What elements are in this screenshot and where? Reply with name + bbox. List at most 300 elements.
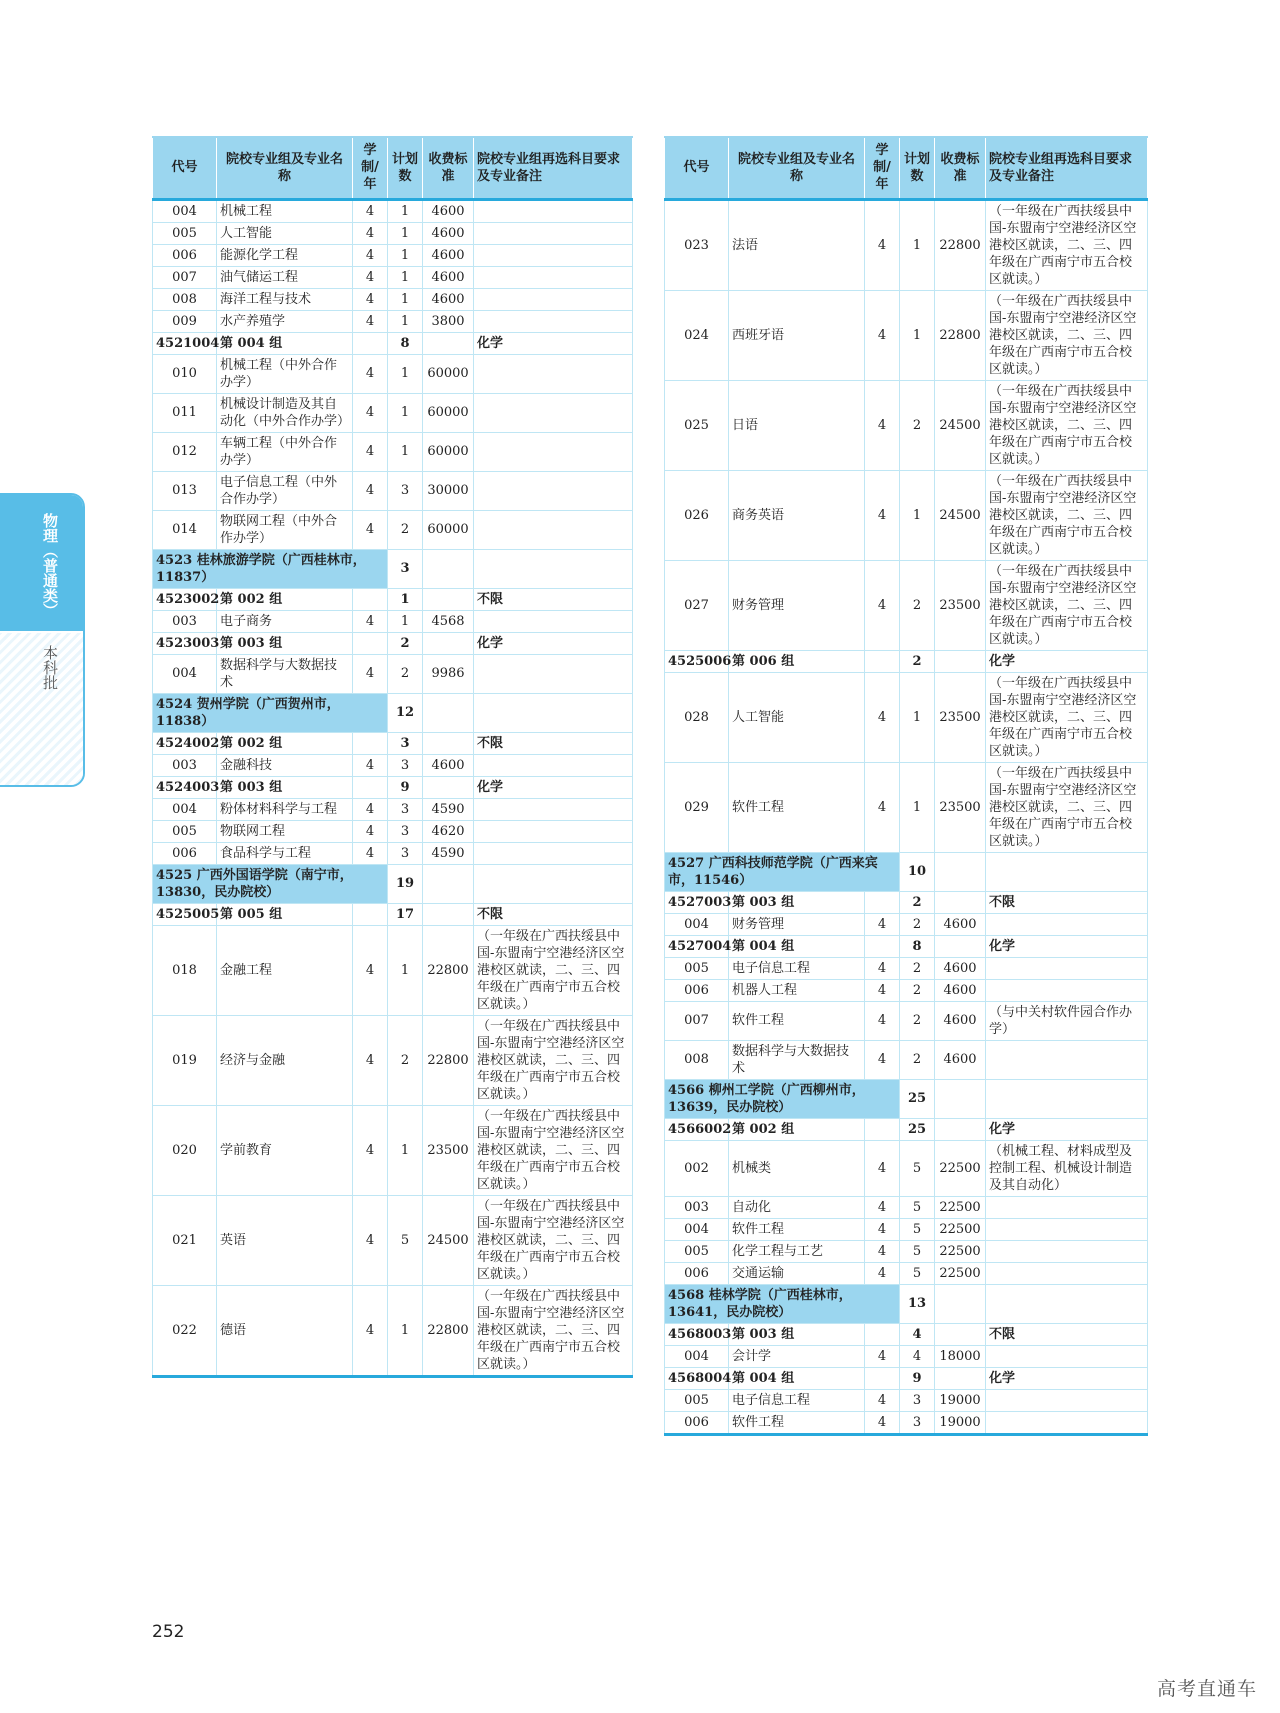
major-row (665, 1345, 1148, 1367)
major-fee: 22500 (935, 1240, 986, 1262)
group-empty (353, 732, 388, 754)
major-row (153, 1195, 633, 1285)
major-row (153, 754, 633, 776)
table-header-right (665, 137, 1148, 199)
group-row (153, 776, 633, 798)
major-note (474, 199, 633, 222)
major-name: 水产养殖学 (217, 310, 353, 332)
major-code: 005 (665, 957, 729, 979)
major-plan: 1 (388, 222, 423, 244)
major-code: 025 (665, 380, 729, 470)
major-fee: 4600 (423, 266, 474, 288)
group-name: 第 003 组 (729, 1323, 865, 1345)
major-fee: 60000 (423, 432, 474, 471)
major-code: 028 (665, 672, 729, 762)
group-plan: 2 (900, 650, 935, 672)
group-code: 4523003 (153, 632, 217, 654)
major-plan: 1 (900, 199, 935, 290)
major-years: 4 (353, 310, 388, 332)
group-requirement: 不限 (986, 1323, 1148, 1345)
group-code: 4524003 (153, 776, 217, 798)
group-requirement: 不限 (474, 732, 633, 754)
institution-empty (935, 1079, 986, 1118)
major-name: 人工智能 (729, 672, 865, 762)
major-row (153, 820, 633, 842)
group-row (153, 732, 633, 754)
major-fee: 24500 (935, 470, 986, 560)
group-empty (423, 732, 474, 754)
major-plan: 2 (900, 979, 935, 1001)
institution-name: 4523 桂林旅游学院（广西桂林市，11837） (153, 549, 388, 588)
group-empty (865, 1118, 900, 1140)
major-note (474, 471, 633, 510)
major-name: 金融工程 (217, 925, 353, 1015)
major-name: 商务英语 (729, 470, 865, 560)
major-name: 机械类 (729, 1140, 865, 1196)
major-plan: 5 (900, 1240, 935, 1262)
major-years: 4 (865, 1389, 900, 1411)
group-empty (423, 903, 474, 925)
major-years: 4 (865, 762, 900, 852)
major-fee: 4590 (423, 842, 474, 864)
major-row (153, 798, 633, 820)
major-fee: 24500 (935, 380, 986, 470)
major-name: 数据科学与大数据技术 (217, 654, 353, 693)
major-code: 005 (153, 222, 217, 244)
admission-table-left (152, 136, 633, 1378)
group-name: 第 002 组 (217, 732, 353, 754)
institution-row (153, 693, 633, 732)
institution-name: 4525 广西外国语学院（南宁市，13830，民办院校） (153, 864, 388, 903)
major-years: 4 (353, 1195, 388, 1285)
major-row (665, 1140, 1148, 1196)
major-plan: 1 (388, 244, 423, 266)
major-plan: 3 (388, 471, 423, 510)
institution-row (665, 1284, 1148, 1323)
institution-row (665, 852, 1148, 891)
group-empty (865, 935, 900, 957)
group-name: 第 003 组 (217, 632, 353, 654)
major-note: （一年级在广西扶绥县中国-东盟南宁空港经济区空港校区就读，二、三、四年级在广西南宁市五合校区就读。） (986, 470, 1148, 560)
group-code: 4525005 (153, 903, 217, 925)
major-fee: 24500 (423, 1195, 474, 1285)
major-note (474, 310, 633, 332)
group-name: 第 003 组 (729, 891, 865, 913)
major-name: 车辆工程（中外合作办学） (217, 432, 353, 471)
major-note (474, 354, 633, 393)
major-note (986, 1411, 1148, 1434)
major-row (153, 244, 633, 266)
major-code: 003 (153, 754, 217, 776)
group-empty (353, 588, 388, 610)
group-name: 第 002 组 (217, 588, 353, 610)
major-name: 油气储运工程 (217, 266, 353, 288)
major-note: （一年级在广西扶绥县中国-东盟南宁空港经济区空港校区就读，二、三、四年级在广西南宁市五合校区就读。） (986, 560, 1148, 650)
major-plan: 3 (388, 842, 423, 864)
major-name: 数据科学与大数据技术 (729, 1040, 865, 1079)
major-years: 4 (865, 913, 900, 935)
group-requirement: 化学 (986, 1367, 1148, 1389)
major-fee: 22800 (935, 290, 986, 380)
group-name: 第 003 组 (217, 776, 353, 798)
major-note (474, 393, 633, 432)
side-tab-title: 物理（普通类） (41, 513, 59, 618)
institution-row (665, 1079, 1148, 1118)
institution-name: 4568 桂林学院（广西桂林市，13641，民办院校） (665, 1284, 900, 1323)
major-row (153, 471, 633, 510)
major-code: 014 (153, 510, 217, 549)
major-code: 006 (153, 842, 217, 864)
group-row (153, 332, 633, 354)
major-plan: 5 (900, 1196, 935, 1218)
major-plan: 1 (388, 1105, 423, 1195)
group-code: 4521004 (153, 332, 217, 354)
major-name: 机器人工程 (729, 979, 865, 1001)
group-code: 4568003 (665, 1323, 729, 1345)
institution-empty (474, 864, 633, 903)
major-row (665, 762, 1148, 852)
group-requirement: 化学 (986, 935, 1148, 957)
major-plan: 2 (900, 913, 935, 935)
major-fee: 60000 (423, 393, 474, 432)
major-fee: 4600 (935, 957, 986, 979)
major-code: 027 (665, 560, 729, 650)
major-note (474, 288, 633, 310)
major-years: 4 (353, 432, 388, 471)
header-note: 院校专业组再选科目要求及专业备注 (986, 137, 1148, 199)
major-years: 4 (865, 560, 900, 650)
major-note (474, 798, 633, 820)
institution-empty (474, 693, 633, 732)
major-note: （一年级在广西扶绥县中国-东盟南宁空港经济区空港校区就读，二、三、四年级在广西南宁市五合校区就读。） (474, 1285, 633, 1376)
institution-empty (423, 549, 474, 588)
institution-empty (423, 864, 474, 903)
header-note: 院校专业组再选科目要求及专业备注 (474, 137, 633, 199)
watermark: 高考直通车 (1157, 1678, 1258, 1700)
major-code: 005 (665, 1240, 729, 1262)
group-requirement: 化学 (986, 650, 1148, 672)
major-plan: 2 (388, 1015, 423, 1105)
major-row (665, 979, 1148, 1001)
major-fee: 4620 (423, 820, 474, 842)
major-name: 电子信息工程 (729, 957, 865, 979)
major-years: 4 (865, 1411, 900, 1434)
major-plan: 3 (388, 820, 423, 842)
group-empty (865, 1323, 900, 1345)
institution-row (153, 864, 633, 903)
major-code: 002 (665, 1140, 729, 1196)
major-row (153, 310, 633, 332)
header-code: 代号 (153, 137, 217, 199)
major-row (153, 288, 633, 310)
institution-row (153, 549, 633, 588)
institution-plan: 25 (900, 1079, 935, 1118)
major-note: （机械工程、材料成型及控制工程、机械设计制造及其自动化） (986, 1140, 1148, 1196)
major-fee: 18000 (935, 1345, 986, 1367)
major-fee: 60000 (423, 354, 474, 393)
header-fee: 收费标准 (935, 137, 986, 199)
major-row (665, 290, 1148, 380)
major-fee: 22500 (935, 1218, 986, 1240)
major-years: 4 (353, 754, 388, 776)
major-code: 007 (153, 266, 217, 288)
major-name: 能源化学工程 (217, 244, 353, 266)
major-row (665, 560, 1148, 650)
major-code: 008 (153, 288, 217, 310)
group-row (665, 891, 1148, 913)
major-fee: 23500 (935, 762, 986, 852)
major-years: 4 (865, 1218, 900, 1240)
institution-empty (935, 1284, 986, 1323)
major-plan: 2 (900, 380, 935, 470)
table-body-left (153, 199, 633, 1376)
major-name: 化学工程与工艺 (729, 1240, 865, 1262)
major-plan: 2 (388, 654, 423, 693)
major-name: 机械工程（中外合作办学） (217, 354, 353, 393)
group-row (153, 632, 633, 654)
group-name: 第 005 组 (217, 903, 353, 925)
major-name: 机械工程 (217, 199, 353, 222)
major-plan: 3 (388, 798, 423, 820)
header-name: 院校专业组及专业名称 (729, 137, 865, 199)
institution-plan: 12 (388, 693, 423, 732)
major-plan: 1 (388, 310, 423, 332)
major-row (665, 1411, 1148, 1434)
major-name: 软件工程 (729, 1411, 865, 1434)
major-code: 006 (665, 1411, 729, 1434)
major-years: 4 (353, 288, 388, 310)
major-fee: 4600 (423, 222, 474, 244)
major-code: 006 (665, 979, 729, 1001)
group-empty (865, 650, 900, 672)
major-note (986, 979, 1148, 1001)
major-plan: 2 (900, 957, 935, 979)
institution-empty (935, 852, 986, 891)
admission-table-right (664, 136, 1148, 1436)
group-empty (935, 891, 986, 913)
major-name: 食品科学与工程 (217, 842, 353, 864)
group-requirement: 化学 (474, 632, 633, 654)
major-years: 4 (865, 1001, 900, 1040)
major-row (665, 957, 1148, 979)
group-empty (423, 588, 474, 610)
major-fee: 9986 (423, 654, 474, 693)
major-fee: 22500 (935, 1196, 986, 1218)
group-plan: 8 (388, 332, 423, 354)
institution-empty (986, 852, 1148, 891)
major-note (474, 754, 633, 776)
major-name: 物联网工程（中外合作办学） (217, 510, 353, 549)
major-note: （一年级在广西扶绥县中国-东盟南宁空港经济区空港校区就读，二、三、四年级在广西南宁市五合校区就读。） (474, 1015, 633, 1105)
major-years: 4 (353, 798, 388, 820)
major-name: 电子信息工程（中外合作办学） (217, 471, 353, 510)
major-code: 004 (153, 199, 217, 222)
major-fee: 4600 (935, 1040, 986, 1079)
major-fee: 19000 (935, 1389, 986, 1411)
group-requirement: 化学 (474, 332, 633, 354)
major-row (153, 610, 633, 632)
major-row (665, 1389, 1148, 1411)
major-plan: 1 (900, 470, 935, 560)
major-note: （一年级在广西扶绥县中国-东盟南宁空港经济区空港校区就读，二、三、四年级在广西南宁市五合校区就读。） (986, 762, 1148, 852)
major-years: 4 (865, 380, 900, 470)
group-code: 4524002 (153, 732, 217, 754)
major-plan: 2 (900, 560, 935, 650)
major-name: 交通运输 (729, 1262, 865, 1284)
major-years: 4 (865, 1345, 900, 1367)
major-name: 金融科技 (217, 754, 353, 776)
major-plan: 1 (900, 290, 935, 380)
major-plan: 1 (900, 762, 935, 852)
major-name: 机械设计制造及其自动化（中外合作办学） (217, 393, 353, 432)
major-row (665, 913, 1148, 935)
group-code: 4527004 (665, 935, 729, 957)
group-empty (353, 632, 388, 654)
major-plan: 1 (388, 1285, 423, 1376)
major-years: 4 (865, 1196, 900, 1218)
major-years: 4 (353, 654, 388, 693)
major-years: 4 (353, 510, 388, 549)
major-name: 电子商务 (217, 610, 353, 632)
major-note (986, 1345, 1148, 1367)
group-row (665, 1118, 1148, 1140)
major-row (665, 1218, 1148, 1240)
major-fee: 3800 (423, 310, 474, 332)
major-plan: 1 (388, 288, 423, 310)
header-plan: 计划数 (900, 137, 935, 199)
major-years: 4 (353, 610, 388, 632)
major-note (986, 1240, 1148, 1262)
major-plan: 3 (388, 754, 423, 776)
major-plan: 1 (900, 672, 935, 762)
major-plan: 5 (900, 1262, 935, 1284)
major-years: 4 (353, 842, 388, 864)
header-years: 学制/年 (353, 137, 388, 199)
group-empty (423, 632, 474, 654)
group-empty (353, 332, 388, 354)
group-row (153, 903, 633, 925)
major-code: 029 (665, 762, 729, 852)
major-note (986, 1389, 1148, 1411)
major-plan: 1 (388, 266, 423, 288)
group-empty (865, 1367, 900, 1389)
group-code: 4525006 (665, 650, 729, 672)
major-name: 法语 (729, 199, 865, 290)
major-code: 021 (153, 1195, 217, 1285)
major-row (153, 1285, 633, 1376)
group-empty (423, 332, 474, 354)
major-code: 005 (153, 820, 217, 842)
major-years: 4 (865, 199, 900, 290)
major-name: 经济与金融 (217, 1015, 353, 1105)
group-requirement: 不限 (986, 891, 1148, 913)
major-fee: 19000 (935, 1411, 986, 1434)
major-row (665, 380, 1148, 470)
major-code: 013 (153, 471, 217, 510)
major-code: 020 (153, 1105, 217, 1195)
institution-plan: 19 (388, 864, 423, 903)
major-years: 4 (353, 820, 388, 842)
major-plan: 5 (900, 1140, 935, 1196)
major-note: （一年级在广西扶绥县中国-东盟南宁空港经济区空港校区就读，二、三、四年级在广西南宁市五合校区就读。） (986, 380, 1148, 470)
major-years: 4 (353, 1105, 388, 1195)
major-note (986, 1262, 1148, 1284)
institution-name: 4527 广西科技师范学院（广西来宾市，11546） (665, 852, 900, 891)
major-name: 粉体材料科学与工程 (217, 798, 353, 820)
major-plan: 3 (900, 1389, 935, 1411)
group-empty (935, 1118, 986, 1140)
group-row (665, 650, 1148, 672)
major-note (986, 957, 1148, 979)
group-plan: 2 (900, 891, 935, 913)
group-plan: 25 (900, 1118, 935, 1140)
major-plan: 1 (388, 354, 423, 393)
major-code: 018 (153, 925, 217, 1015)
major-plan: 1 (388, 393, 423, 432)
major-fee: 23500 (423, 1105, 474, 1195)
group-plan: 4 (900, 1323, 935, 1345)
major-years: 4 (865, 957, 900, 979)
group-plan: 2 (388, 632, 423, 654)
major-years: 4 (353, 471, 388, 510)
group-row (665, 1367, 1148, 1389)
major-note (474, 510, 633, 549)
group-plan: 9 (388, 776, 423, 798)
header-fee: 收费标准 (423, 137, 474, 199)
major-name: 软件工程 (729, 1218, 865, 1240)
group-requirement: 不限 (474, 903, 633, 925)
group-empty (865, 891, 900, 913)
major-name: 软件工程 (729, 1001, 865, 1040)
group-plan: 17 (388, 903, 423, 925)
major-note (986, 1218, 1148, 1240)
major-code: 023 (665, 199, 729, 290)
major-note (474, 222, 633, 244)
major-name: 日语 (729, 380, 865, 470)
major-note (474, 820, 633, 842)
table-body-right (665, 199, 1148, 1434)
institution-plan: 13 (900, 1284, 935, 1323)
major-fee: 23500 (935, 560, 986, 650)
major-code: 009 (153, 310, 217, 332)
major-code: 008 (665, 1040, 729, 1079)
major-name: 自动化 (729, 1196, 865, 1218)
major-note: （一年级在广西扶绥县中国-东盟南宁空港经济区空港校区就读，二、三、四年级在广西南宁市五合校区就读。） (474, 1195, 633, 1285)
major-fee: 22800 (935, 199, 986, 290)
major-row (665, 672, 1148, 762)
group-code: 4566002 (665, 1118, 729, 1140)
major-row (665, 470, 1148, 560)
major-name: 德语 (217, 1285, 353, 1376)
major-code: 022 (153, 1285, 217, 1376)
group-row (665, 1323, 1148, 1345)
major-years: 4 (353, 222, 388, 244)
major-code: 006 (665, 1262, 729, 1284)
major-fee: 30000 (423, 471, 474, 510)
side-tab-subtitle: 本科批 (41, 645, 59, 690)
major-years: 4 (353, 393, 388, 432)
major-name: 物联网工程 (217, 820, 353, 842)
major-plan: 3 (900, 1411, 935, 1434)
major-note (986, 1196, 1148, 1218)
major-plan: 4 (900, 1345, 935, 1367)
major-note (474, 266, 633, 288)
major-note (474, 654, 633, 693)
major-plan: 1 (388, 610, 423, 632)
major-row (153, 654, 633, 693)
group-requirement: 化学 (986, 1118, 1148, 1140)
major-fee: 4600 (935, 1001, 986, 1040)
